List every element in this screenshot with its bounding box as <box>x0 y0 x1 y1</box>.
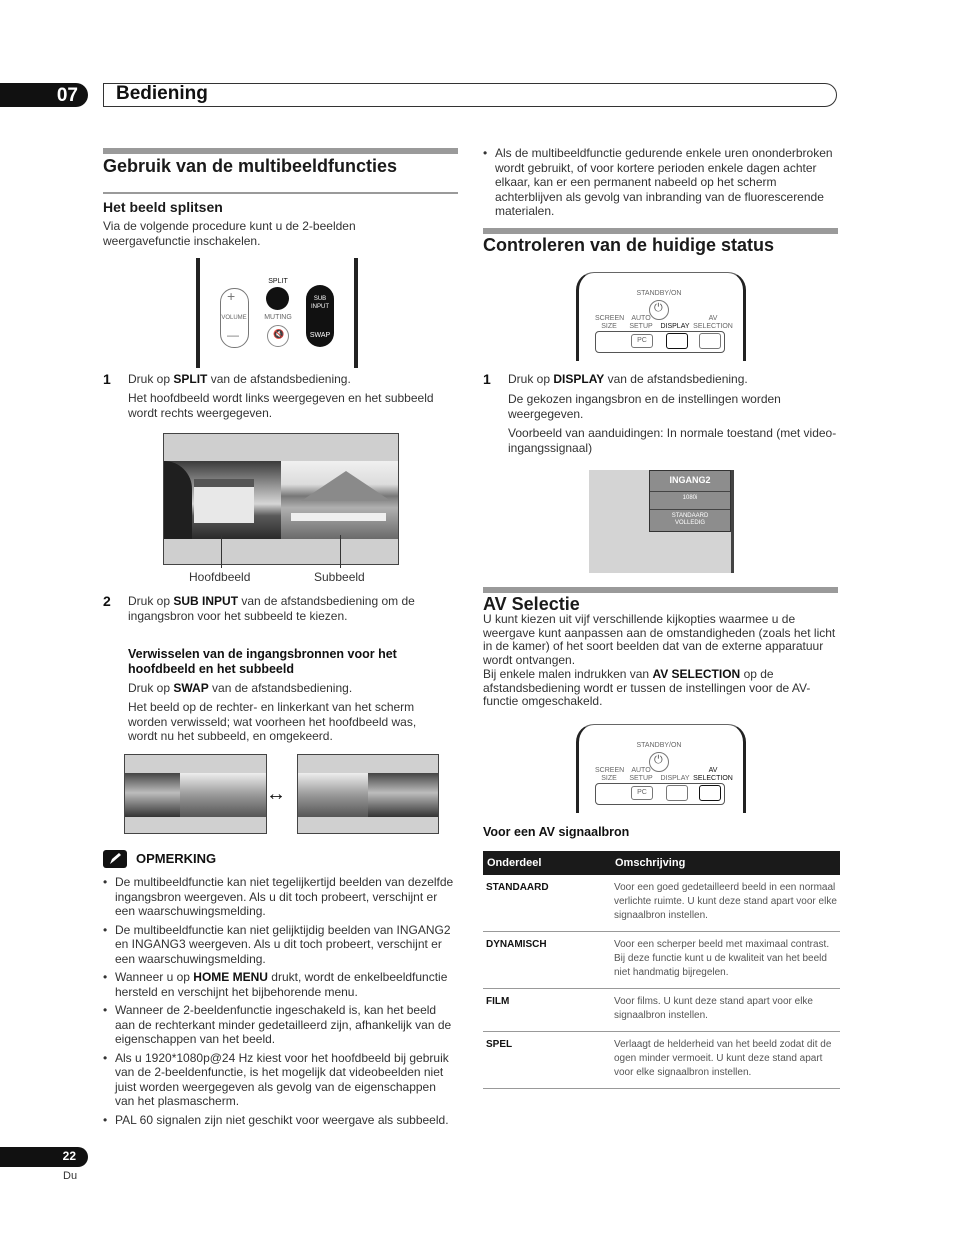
muting-label: MUTING <box>264 314 292 321</box>
remote-display-illustration <box>576 272 746 361</box>
mode-name: DYNAMISCH <box>483 932 611 989</box>
power-icon: ⏻ <box>654 302 663 314</box>
osd-panel <box>649 470 731 532</box>
display-label: DISPLAY <box>660 775 690 782</box>
step-number: 2 <box>103 593 111 609</box>
av-selection-button <box>699 785 721 801</box>
header-title-bar <box>103 83 837 107</box>
boats-shape <box>291 513 386 521</box>
screen-size-label: SCREEN SIZE <box>595 767 625 782</box>
osd-resolution: 1080i <box>682 495 698 501</box>
house-shape <box>194 479 254 523</box>
mode-name: FILM <box>483 989 611 1032</box>
table-row <box>483 1032 840 1089</box>
step2-text: Druk op SUB INPUT van de afstandsbediening om de ingangsbron voor het subbeeld te kiezen. <box>128 594 415 623</box>
main-picture <box>164 461 281 539</box>
mountain-shape <box>301 471 391 501</box>
section-rule <box>103 148 458 154</box>
mode-description: Voor een goed gedetailleerd beeld in een normaal verlichte ruimte. U kunt deze stand apart voor elke signaalbron instellen. <box>611 875 840 932</box>
screen-size-label: SCREEN SIZE <box>595 315 625 330</box>
note-item: • PAL 60 signalen zijn niet geschikt voor weergave als subbeeld. <box>103 1113 458 1128</box>
swap-description: Het beeld op de rechter- en linkerkant van het scherm worden verwisseld; wat voorheen het hoofdbeeld was, wordt nu het subbeeld, en omgekeerd. <box>128 700 417 743</box>
display-button <box>666 333 688 349</box>
av-selection-label: AV SELECTION <box>693 767 733 782</box>
remote-left-edge <box>196 258 200 368</box>
page-number-tab <box>0 1147 88 1167</box>
table-row <box>483 875 840 932</box>
display-step-note1: De gekozen ingangsbron en de instellingen worden weergegeven. <box>508 392 781 421</box>
page-number: 22 <box>62 1149 76 1163</box>
remote-split-illustration <box>196 258 360 368</box>
status-rule <box>483 228 838 234</box>
sub-picture-caption: Subbeeld <box>314 570 365 584</box>
sub-input-label: SUB INPUT <box>311 296 329 310</box>
note-item: • De multibeeldfunctie kan niet tegelijkertijd beelden van dezelfde ingangsbron weergeven. Als u dit toch probeert, verschijnt er een waarschuwingsmelding. <box>103 875 458 919</box>
display-step-note2: Voorbeeld van aanduidingen: In normale toestand (met video-ingangssignaal) <box>508 426 837 455</box>
volume-plus-icon: + <box>227 288 236 304</box>
av-source-heading: Voor een AV signaalbron <box>483 825 630 839</box>
remote-right-edge <box>354 258 358 368</box>
section-title: Gebruik van de multibeeldfuncties <box>103 156 398 176</box>
note-list <box>103 875 458 1131</box>
before-left-picture <box>125 773 180 817</box>
mode-description: Voor films. U kunt deze stand apart voor elke signaalbron instellen. <box>611 989 840 1032</box>
table-row <box>483 932 840 989</box>
pc-button <box>631 334 653 348</box>
column-header: Omschrijving <box>611 851 840 875</box>
pc-label: PC <box>637 789 647 796</box>
warning-item: • Als de multibeeldfunctie gedurende enkele uren ononderbroken wordt gebruikt, of voor kortere perioden enkele dagen achter elkaar, kan er een permanent nabeeld op het scherm achterblijven als gevolg van inbranding van de fluorescerende materialen. <box>483 146 835 219</box>
power-icon: ⏻ <box>654 754 663 766</box>
note-item: • Wanneer u op HOME MENU drukt, wordt de enkelbeeldfunctie hersteld en verschijnt het bijbehorende menu. <box>103 970 458 999</box>
column-header: Onderdeel <box>483 851 611 875</box>
table-row <box>483 989 840 1032</box>
subsection-title: Het beeld splitsen <box>103 199 223 215</box>
step1-note: Het hoofdbeeld wordt links weergegeven en het subbeeld wordt rechts weergegeven. <box>128 391 434 420</box>
mode-description: Verlaagt de helderheid van het beeld zodat dit de ogen minder vermoeit. U kunt deze stand apart voor elke signaalbron instellen. <box>611 1032 840 1089</box>
swap-label: SWAP <box>309 332 331 339</box>
av-instruction: Bij enkele malen indrukken van AV SELECTION op de afstandsbediening wordt er tussen de instellingen voor de AV-functie omgeschakeld. <box>483 667 811 708</box>
mode-name: SPEL <box>483 1032 611 1089</box>
sub-picture <box>281 461 398 539</box>
step1-text: Druk op SPLIT van de afstandsbediening. <box>128 372 351 386</box>
page-title: Bediening <box>116 83 208 104</box>
before-right-picture <box>180 773 266 817</box>
mode-name: STANDAARD <box>483 875 611 932</box>
av-title: AV Selectie <box>483 594 580 614</box>
av-mode-table <box>483 851 840 1089</box>
status-title: Controleren van de huidige status <box>483 235 775 255</box>
intro-text: Via de volgende procedure kunt u de 2-beelden weergavefunctie inschakelen. <box>103 219 356 248</box>
muting-speaker-icon: 🔇 <box>273 329 285 339</box>
note-item: • Als u 1920*1080p@24 Hz kiest voor het hoofdbeeld bij gebruik van de 2-beeldenfunctie, is het mogelijk dat videobeelden niet juist worden weergegeven als gevolg van de eigenschappen van het plasmascherm. <box>103 1051 458 1109</box>
osd-divider <box>650 491 730 492</box>
step-number: 1 <box>103 371 111 387</box>
note-item: • De multibeeldfunctie kan niet gelijktijdig beelden van INGANG2 en INGANG3 weergeven. Als u dit toch probeert, verschijnt er een waarschuwingsmelding. <box>103 923 458 967</box>
split-screen-image <box>163 433 399 565</box>
av-selection-button <box>699 333 721 349</box>
split-button <box>266 287 289 310</box>
pc-label: PC <box>637 337 647 344</box>
swap-image-before <box>124 754 267 834</box>
language-code: Du <box>63 1170 78 1182</box>
auto-setup-label: AUTO SETUP <box>629 315 653 330</box>
osd-divider <box>650 509 730 510</box>
subsection-rule <box>103 192 458 194</box>
table-header-row <box>483 851 840 875</box>
note-item: • Wanneer de 2-beeldenfunctie ingeschakeld is, kan het beeld aan de rechterkant minder gedetailleerd zijn, afhankelijk van de eigenschappen van het beeld. <box>103 1003 458 1047</box>
volume-label: VOLUME <box>221 315 247 321</box>
display-step-text: Druk op DISPLAY van de afstandsbediening. <box>508 372 748 386</box>
after-right-picture <box>368 773 438 817</box>
standby-label: STANDBY/ON <box>636 290 682 297</box>
after-left-picture <box>298 773 368 817</box>
step-number: 1 <box>483 371 491 387</box>
status-screen-image <box>589 470 734 573</box>
av-rule <box>483 587 838 593</box>
main-picture-caption: Hoofdbeeld <box>189 570 251 584</box>
av-selection-label: AV SELECTION <box>693 315 733 330</box>
sub-caption-line <box>340 535 341 568</box>
note-icon <box>103 850 127 868</box>
muting-button <box>267 325 289 347</box>
swap-image-after <box>297 754 439 834</box>
osd-mode: STANDAARD VOLLEDIG <box>671 513 709 526</box>
swap-instruction: Druk op SWAP van de afstandsbediening. <box>128 681 353 695</box>
tree-shape <box>164 461 192 539</box>
split-label: SPLIT <box>268 278 288 285</box>
mode-description: Voor een scherper beeld met maximaal contrast. Bij deze functie kunt u de kwaliteit van het beeld niet handmatig bijregelen. <box>611 932 840 989</box>
display-label: DISPLAY <box>660 323 690 330</box>
standby-label: STANDBY/ON <box>636 742 682 749</box>
main-caption-line <box>221 535 222 568</box>
osd-input: INGANG2 <box>669 475 711 485</box>
volume-minus-icon: — <box>227 328 239 342</box>
av-intro: U kunt kiezen uit vijf verschillende kijkopties waarmee u de weergave kunt aanpassen aan de omstandigheden (zoals het licht in de kamer) of het soort beelden dat van de externe apparatuur wordt ontvangen. <box>483 612 836 667</box>
auto-setup-label: AUTO SETUP <box>629 767 653 782</box>
note-title: OPMERKING <box>136 851 217 866</box>
swap-heading: Verwisselen van de ingangsbronnen voor het hoofdbeeld en het subbeeld <box>128 647 397 676</box>
chapter-number: 07 <box>56 85 78 106</box>
pc-button <box>631 786 653 800</box>
remote-av-illustration <box>576 724 746 813</box>
pencil-icon <box>103 850 127 868</box>
chapter-tab <box>0 83 88 107</box>
swap-arrow-icon: ↔ <box>266 783 286 805</box>
display-button <box>666 785 688 801</box>
burn-in-warning <box>483 146 835 223</box>
